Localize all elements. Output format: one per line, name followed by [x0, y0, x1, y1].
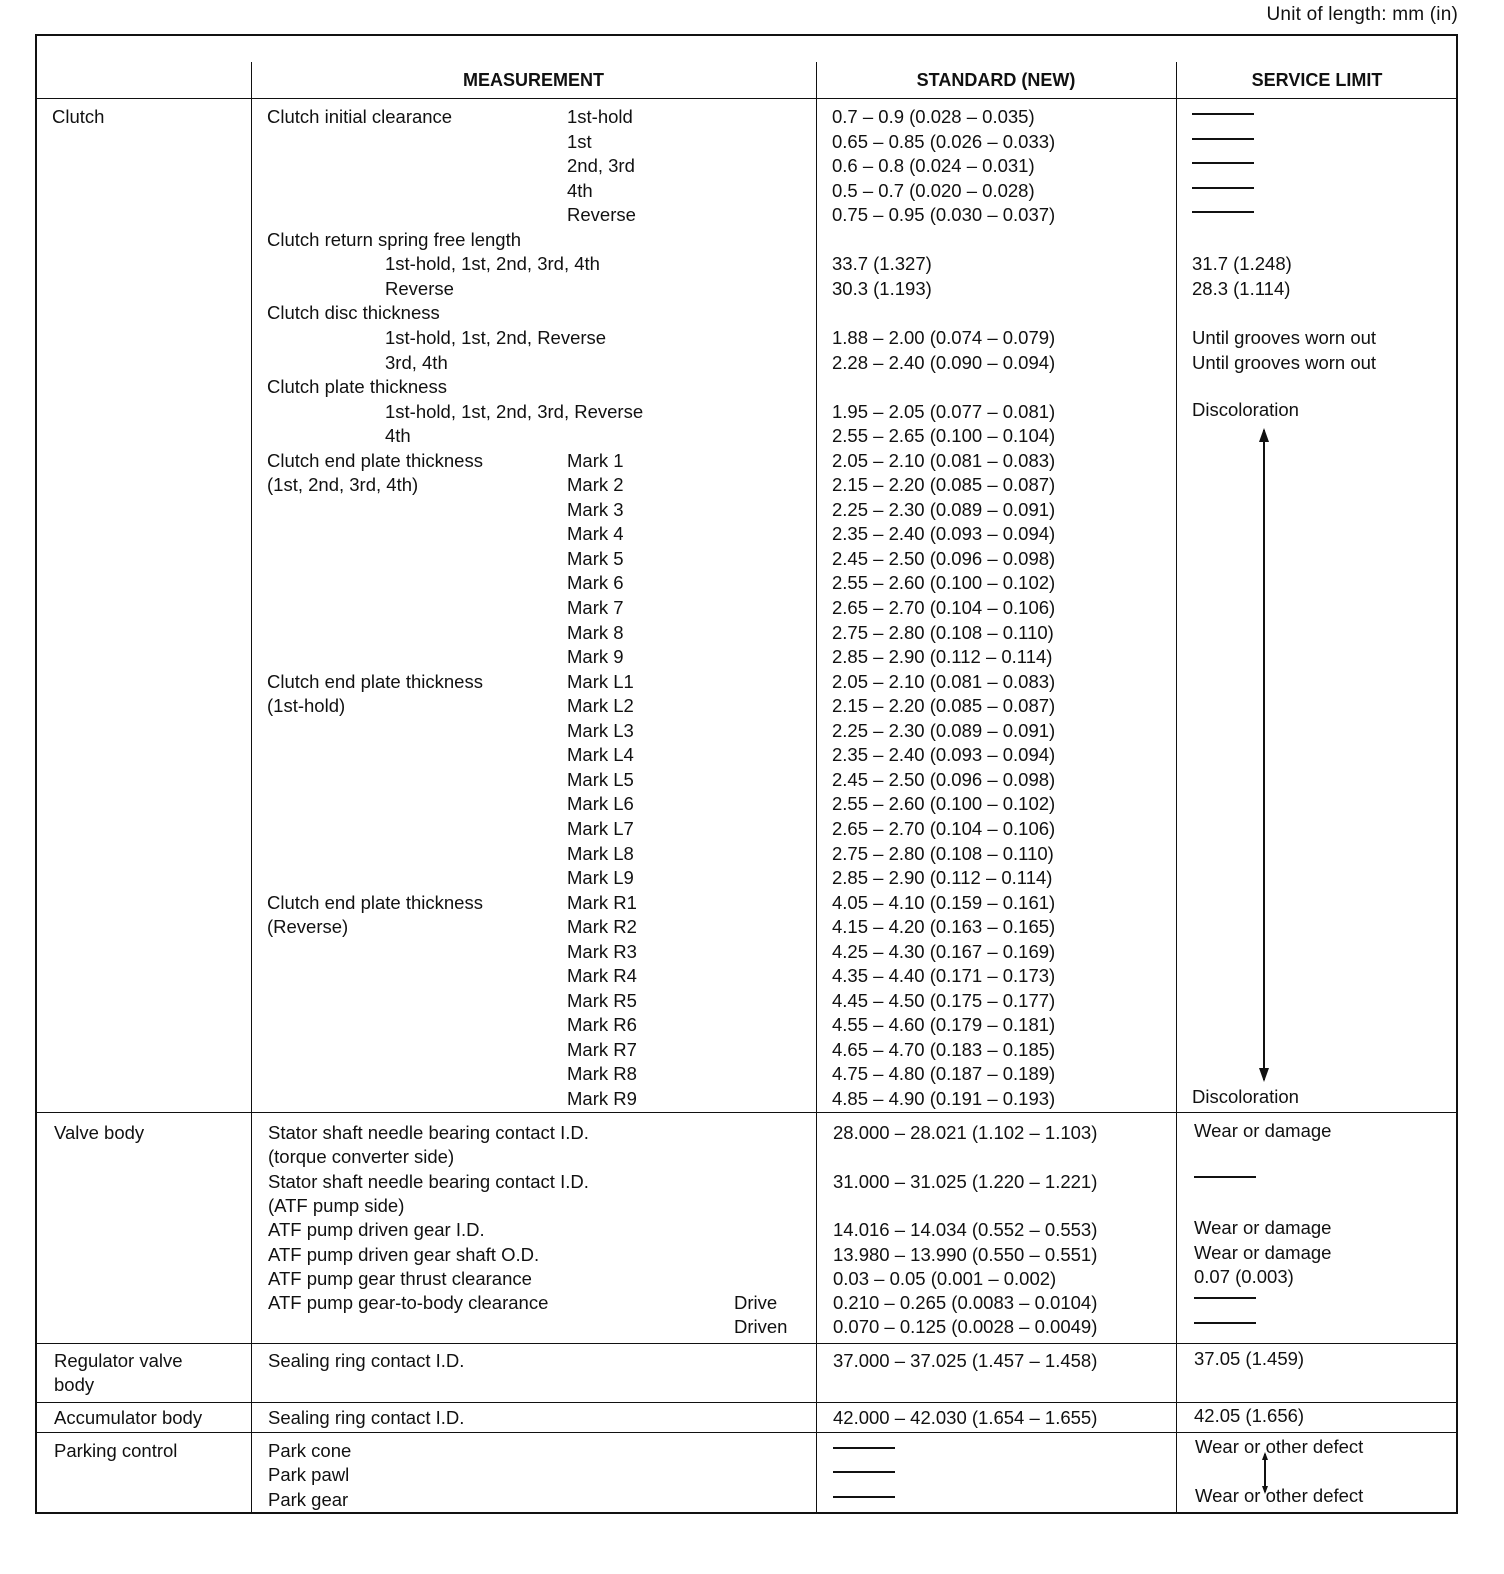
measurement-sub-item: Mark 6 [567, 572, 624, 594]
section-divider-valve-body [37, 1112, 1456, 1113]
service-limit-value [1192, 105, 1254, 130]
standard-value: 2.75 – 2.80 (0.108 – 0.110) [832, 842, 1054, 864]
standard-value: 4.25 – 4.30 (0.167 – 0.169) [832, 940, 1056, 962]
measurement-item: Clutch end plate thickness [267, 670, 483, 692]
measurement-item: Clutch plate thickness [267, 376, 447, 398]
service-limit-value: 31.7 (1.248) [1192, 253, 1292, 275]
measurement-sub-item: Mark 7 [567, 597, 624, 618]
range-arrow-icon [1263, 430, 1265, 1080]
measurement-sub-item: Mark L3 [567, 719, 634, 741]
measurement-item: ATF pump driven gear shaft O.D. [268, 1243, 540, 1265]
measurement-sub-item: Mark 5 [567, 547, 624, 569]
column-divider-3 [1176, 62, 1177, 1514]
specifications-table [35, 34, 1458, 1514]
standard-value: 14.016 – 14.034 (0.552 – 0.553) [833, 1219, 1098, 1241]
measurement-sub-item: Mark R7 [567, 1038, 637, 1060]
category-clutch: Clutch [52, 106, 105, 127]
measurement-sub-item: Mark R1 [567, 891, 637, 913]
standard-value: 33.7 (1.327) [832, 253, 932, 275]
standard-value: 2.25 – 2.30 (0.089 – 0.091) [832, 498, 1056, 520]
measurement-sub-item: Driven [734, 1316, 788, 1338]
standard-value: 1.88 – 2.00 (0.074 – 0.079) [832, 326, 1056, 348]
dash-icon [1194, 1176, 1256, 1178]
standard-value: 2.55 – 2.60 (0.100 – 0.102) [832, 572, 1056, 594]
standard-value: 2.05 – 2.10 (0.081 – 0.083) [832, 670, 1056, 692]
service-limit-value: 37.05 (1.459) [1194, 1348, 1305, 1369]
standard-value: 4.85 – 4.90 (0.191 – 0.193) [832, 1088, 1056, 1109]
standard-value: 4.65 – 4.70 (0.183 – 0.185) [832, 1038, 1056, 1060]
standard-value: 2.85 – 2.90 (0.112 – 0.114) [832, 867, 1053, 889]
section-divider-parking [37, 1432, 1456, 1433]
service-limit-value: Discoloration [1192, 398, 1299, 420]
standard-value: 2.25 – 2.30 (0.089 – 0.091) [832, 719, 1056, 741]
service-limit-value: Until grooves worn out [1192, 326, 1377, 348]
measurement-sub-item: Mark 8 [567, 621, 624, 643]
service-limit-value: Wear or damage [1194, 1217, 1332, 1239]
standard-value: 2.15 – 2.20 (0.085 – 0.087) [832, 474, 1056, 496]
standard-value: 2.05 – 2.10 (0.081 – 0.083) [832, 449, 1056, 471]
measurement-item: Park cone [268, 1440, 352, 1461]
standard-value: 0.6 – 0.8 (0.024 – 0.031) [832, 155, 1035, 177]
standard-value: 2.28 – 2.40 (0.090 – 0.094) [832, 351, 1056, 373]
measurement-sub-item: Mark 3 [567, 498, 624, 520]
service-limit-value [1194, 1289, 1256, 1314]
standard-value: 4.35 – 4.40 (0.171 – 0.173) [832, 965, 1056, 987]
header-bottom-border [37, 98, 1456, 99]
measurement-sub-item: Mark R2 [567, 916, 637, 938]
measurement-item: (ATF pump side) [268, 1194, 405, 1216]
measurement-item: Clutch end plate thickness [267, 891, 483, 913]
service-limit-value [1192, 203, 1254, 228]
standard-value: 2.65 – 2.70 (0.104 – 0.106) [832, 817, 1056, 839]
measurement-item: ATF pump gear-to-body clearance [268, 1292, 549, 1314]
service-limit-value [1192, 179, 1254, 204]
header-measurement: MEASUREMENT [462, 70, 604, 90]
standard-value: 0.7 – 0.9 (0.028 – 0.035) [832, 106, 1035, 127]
measurement-sub-item: Mark L6 [567, 793, 634, 815]
standard-value: 2.65 – 2.70 (0.104 – 0.106) [832, 597, 1056, 618]
standard-value: 0.070 – 0.125 (0.0028 – 0.0049) [833, 1316, 1098, 1338]
measurement-item: (torque converter side) [268, 1146, 455, 1168]
measurement-sub-item: Mark L8 [567, 842, 634, 864]
measurement-sub-item: Mark 1 [567, 449, 624, 471]
measurement-sub-item: Mark L2 [567, 695, 634, 717]
measurement-item: Clutch return spring free length [267, 228, 521, 250]
header-standard: STANDARD (NEW) [916, 70, 1076, 90]
dash-icon [1192, 187, 1254, 189]
measurement-sub-item: Mark 9 [567, 646, 624, 668]
standard-value: 0.75 – 0.95 (0.030 – 0.037) [832, 204, 1056, 226]
dash-icon [1192, 162, 1254, 164]
section-divider-accumulator [37, 1402, 1456, 1403]
range-arrow-small-icon [1264, 1454, 1266, 1492]
standard-value: 13.980 – 13.990 (0.550 – 0.551) [833, 1243, 1098, 1265]
measurement-item: (1st-hold) [267, 695, 346, 717]
measurement-item: ATF pump driven gear I.D. [268, 1219, 485, 1241]
column-divider-2 [816, 62, 817, 1514]
service-limit-value: Wear or damage [1194, 1241, 1332, 1263]
standard-value: 2.35 – 2.40 (0.093 – 0.094) [832, 523, 1056, 545]
category-parking-control: Parking control [54, 1440, 178, 1461]
measurement-item: (1st, 2nd, 3rd, 4th) [267, 474, 419, 496]
standard-value: 42.000 – 42.030 (1.654 – 1.655) [833, 1407, 1098, 1428]
measurement-sub-item: 1st [567, 130, 592, 152]
measurement-item: Clutch disc thickness [267, 302, 440, 324]
measurement-sub-item: Mark L9 [567, 867, 634, 889]
measurement-item: Stator shaft needle bearing contact I.D. [268, 1122, 589, 1143]
standard-value: 1.95 – 2.05 (0.077 – 0.081) [832, 400, 1056, 422]
standard-value: 2.35 – 2.40 (0.093 – 0.094) [832, 744, 1056, 766]
standard-value: 0.03 – 0.05 (0.001 – 0.002) [833, 1267, 1057, 1289]
measurement-item: Clutch initial clearance [267, 106, 453, 127]
measurement-sub-item: Mark R5 [567, 989, 637, 1011]
category-valve-body: Valve body [54, 1122, 145, 1143]
standard-value: 4.05 – 4.10 (0.159 – 0.161) [832, 891, 1056, 913]
standard-value [833, 1488, 895, 1513]
service-limit-value: Until grooves worn out [1192, 351, 1377, 373]
measurement-sub-item: 4th [567, 179, 593, 201]
dash-icon [1194, 1322, 1256, 1324]
measurement-item: 4th [385, 425, 411, 447]
service-limit-value: Wear or damage [1194, 1120, 1332, 1141]
standard-value: 4.45 – 4.50 (0.175 – 0.177) [832, 989, 1056, 1011]
measurement-sub-item: Mark 2 [567, 474, 624, 496]
standard-value: 37.000 – 37.025 (1.457 – 1.458) [833, 1350, 1098, 1371]
dash-icon [1192, 211, 1254, 213]
category-regulator-valve-body-line2: body [54, 1374, 95, 1395]
measurement-sub-item: Mark L5 [567, 768, 634, 790]
measurement-sub-item: Mark 4 [567, 523, 624, 545]
measurement-sub-item: Mark R4 [567, 965, 637, 987]
column-divider-1 [251, 62, 252, 1514]
measurement-item: ATF pump gear thrust clearance [268, 1267, 532, 1289]
measurement-sub-item: Mark R9 [567, 1088, 637, 1109]
measurement-sub-item: Mark R8 [567, 1063, 637, 1085]
measurement-item: Park gear [268, 1488, 349, 1510]
measurement-sub-item: Mark L7 [567, 817, 634, 839]
service-limit-value: 42.05 (1.656) [1194, 1405, 1305, 1426]
standard-value: 2.45 – 2.50 (0.096 – 0.098) [832, 768, 1056, 790]
measurement-item: Reverse [385, 277, 454, 299]
standard-value: 2.45 – 2.50 (0.096 – 0.098) [832, 547, 1056, 569]
dash-icon [833, 1471, 895, 1473]
standard-value: 2.15 – 2.20 (0.085 – 0.087) [832, 695, 1056, 717]
standard-value [833, 1439, 895, 1464]
measurement-item: 1st-hold, 1st, 2nd, 3rd, Reverse [385, 400, 644, 422]
standard-value: 2.85 – 2.90 (0.112 – 0.114) [832, 646, 1053, 668]
service-limit-value [1192, 154, 1254, 179]
standard-value: 4.55 – 4.60 (0.179 – 0.181) [832, 1014, 1056, 1036]
measurement-sub-item: Reverse [567, 204, 636, 226]
measurement-item: Clutch end plate thickness [267, 449, 483, 471]
section-divider-regulator [37, 1343, 1456, 1344]
measurement-item: Stator shaft needle bearing contact I.D. [268, 1170, 589, 1192]
measurement-sub-item: Mark R3 [567, 940, 637, 962]
service-limit-value: Discoloration [1192, 1086, 1299, 1107]
measurement-sub-item: 2nd, 3rd [567, 155, 635, 177]
standard-value: 28.000 – 28.021 (1.102 – 1.103) [833, 1122, 1098, 1143]
dash-icon [1192, 113, 1254, 115]
category-regulator-valve-body-line1: Regulator valve [54, 1350, 183, 1371]
category-accumulator-body: Accumulator body [54, 1407, 203, 1428]
measurement-item: 3rd, 4th [385, 351, 448, 373]
standard-value: 0.65 – 0.85 (0.026 – 0.033) [832, 130, 1056, 152]
standard-value: 2.75 – 2.80 (0.108 – 0.110) [832, 621, 1054, 643]
measurement-sub-item: Mark L1 [567, 670, 634, 692]
standard-value: 30.3 (1.193) [832, 277, 932, 299]
service-limit-value: 28.3 (1.114) [1192, 277, 1291, 299]
service-limit-value: 0.07 (0.003) [1194, 1265, 1294, 1287]
measurement-item: 1st-hold, 1st, 2nd, 3rd, 4th [385, 253, 600, 275]
standard-value: 2.55 – 2.65 (0.100 – 0.104) [832, 425, 1056, 447]
dash-icon [1194, 1297, 1256, 1299]
service-limit-value [1194, 1313, 1256, 1338]
measurement-item: Sealing ring contact I.D. [268, 1407, 465, 1428]
measurement-sub-item: Mark R6 [567, 1014, 637, 1036]
service-limit-value: Wear or other defect [1195, 1484, 1364, 1506]
standard-value: 0.210 – 0.265 (0.0083 – 0.0104) [833, 1292, 1098, 1314]
measurement-sub-item: Mark L4 [567, 744, 634, 766]
standard-value: 4.15 – 4.20 (0.163 – 0.165) [832, 916, 1056, 938]
standard-value: 4.75 – 4.80 (0.187 – 0.189) [832, 1063, 1056, 1085]
standard-value [833, 1463, 895, 1488]
dash-icon [833, 1447, 895, 1449]
service-limit-value [1194, 1168, 1256, 1193]
measurement-sub-item: 1st-hold [567, 106, 633, 127]
measurement-item: Sealing ring contact I.D. [268, 1350, 465, 1371]
unit-of-length-note: Unit of length: mm (in) [1266, 4, 1458, 25]
measurement-item: 1st-hold, 1st, 2nd, Reverse [385, 326, 607, 348]
standard-value: 2.55 – 2.60 (0.100 – 0.102) [832, 793, 1056, 815]
standard-value: 31.000 – 31.025 (1.220 – 1.221) [833, 1170, 1098, 1192]
measurement-sub-item: Drive [734, 1292, 778, 1314]
measurement-item: (Reverse) [267, 916, 349, 938]
dash-icon [1192, 138, 1254, 140]
header-service-limit: SERVICE LIMIT [1251, 70, 1383, 90]
standard-value: 0.5 – 0.7 (0.020 – 0.028) [832, 179, 1035, 201]
dash-icon [833, 1496, 895, 1498]
service-limit-value [1192, 130, 1254, 155]
measurement-item: Park pawl [268, 1464, 350, 1486]
service-limit-value: Wear or other defect [1195, 1436, 1364, 1457]
